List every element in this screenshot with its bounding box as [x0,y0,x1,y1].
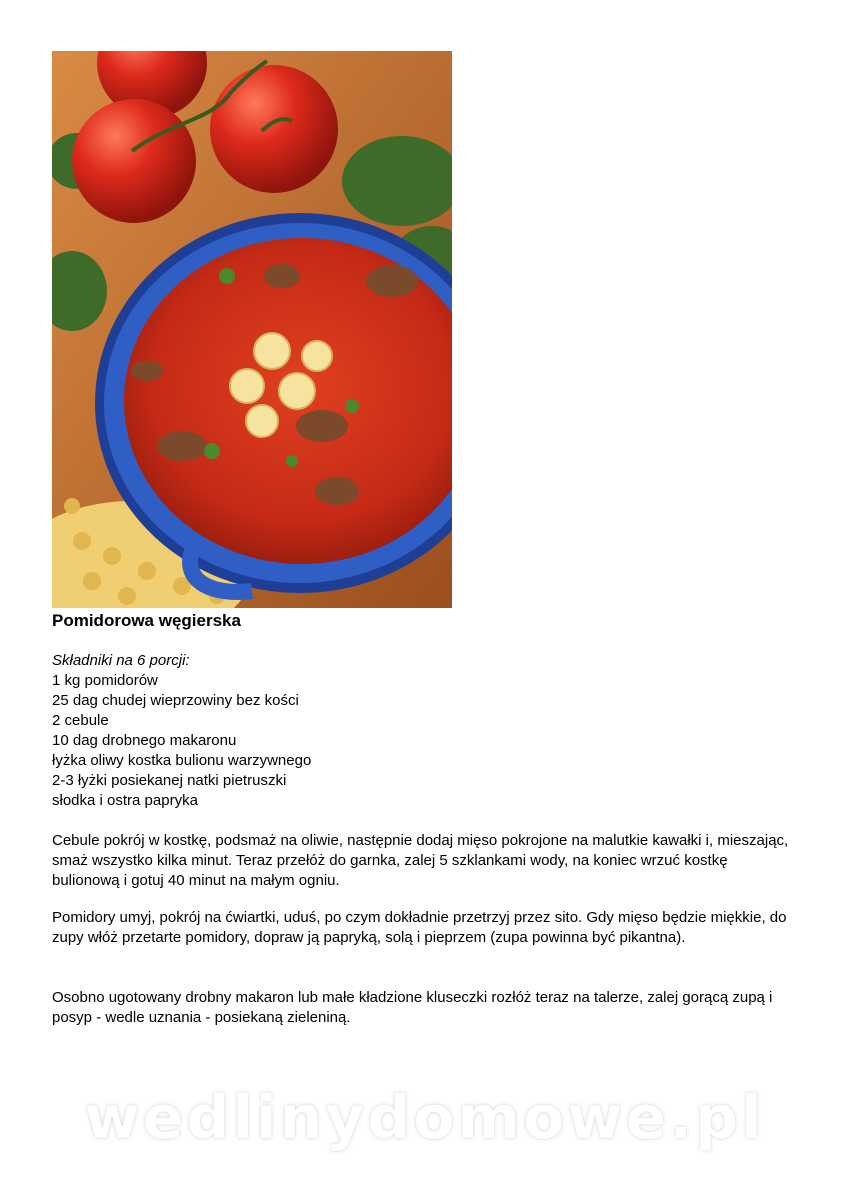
ingredient-item: 10 dag drobnego makaronu [52,732,237,749]
ingredient-item: 2-3 łyżki posiekanej natki pietruszki [52,772,287,789]
instruction-paragraph: Osobno ugotowany drobny makaron lub małe kładzione kluseczki rozłóż teraz na talerze, zalej gorącą zupą i posyp - wedle uznania - posiekaną zieleniną. [52,989,773,1026]
ingredient-item: 25 dag chudej wieprzowiny bez kości [52,692,299,709]
recipe-title: Pomidorowa węgierska [52,611,241,630]
ingredient-item: słodka i ostra papryka [52,792,198,809]
ingredient-item: łyżka oliwy kostka bulionu warzywnego [52,752,312,769]
instruction-paragraph: Cebule pokrój w kostkę, podsmaż na oliwie, następnie dodaj mięso pokrojone na malutkie kawałki i, mieszając, smaż wszystko kilka minut. Teraz przełóż do garnka, zalej 5 szklankami wody, na koniec wrzuć kostkę bulionową i gotuj 40 minut na małym ogniu. [52,832,789,889]
ingredients-list [52,671,311,811]
instruction-paragraph: Pomidory umyj, pokrój na ćwiartki, uduś, po czym dokładnie przetrzyj przez sito. Gdy mięso będzie miękkie, do zupy włóż przetarte pomidory, dopraw ją papryką, solą i pieprzem (zupa powinna być pikantna). [52,909,787,946]
ingredient-item: 2 cebule [52,712,109,729]
ingredients-heading: Składniki na 6 porcji: [52,652,190,669]
site-watermark: wedlinydomowe.pl [84,1083,765,1153]
ingredient-item: 1 kg pomidorów [52,672,158,689]
soup-photo [52,51,452,608]
ingredients-section [52,651,311,811]
